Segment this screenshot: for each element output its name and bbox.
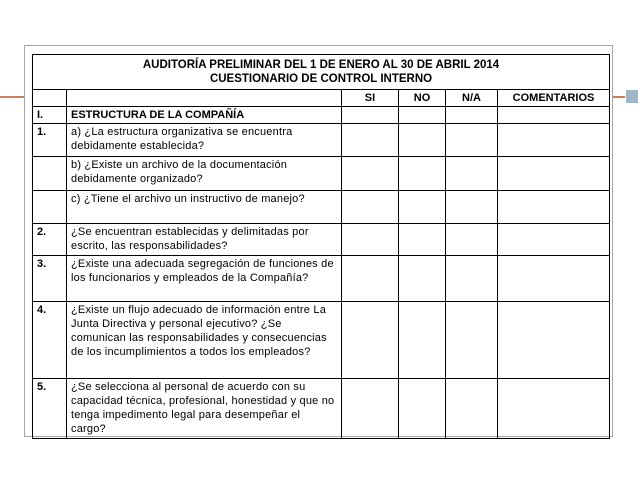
- decorative-accent-line-right: [613, 96, 625, 98]
- answer-cell-si[interactable]: [342, 107, 399, 124]
- answer-cell-na[interactable]: [446, 224, 498, 256]
- question-text: ¿Existe una adecuada segregación de funciones de los funcionarios y empleados de la Compañía?: [67, 256, 342, 302]
- column-header-si: SI: [342, 90, 399, 107]
- answer-cell-si[interactable]: [342, 379, 399, 439]
- question-text: ¿Se encuentran establecidas y delimitadas por escrito, las responsabilidades?: [67, 224, 342, 256]
- answer-cell-na[interactable]: [446, 124, 498, 157]
- column-header-no: NO: [399, 90, 446, 107]
- question-number: 2.: [33, 224, 67, 256]
- decorative-accent-line-left: [0, 96, 26, 98]
- question-text: c) ¿Tiene el archivo un instructivo de manejo?: [67, 191, 342, 224]
- comment-cell[interactable]: [498, 124, 610, 157]
- answer-cell-no[interactable]: [399, 379, 446, 439]
- answer-cell-no[interactable]: [399, 157, 446, 191]
- section-title: ESTRUCTURA DE LA COMPAÑÍA: [67, 107, 342, 124]
- answer-cell-no[interactable]: [399, 124, 446, 157]
- question-text: a) ¿La estructura organizativa se encuentra debidamente establecida?: [67, 124, 342, 157]
- answer-cell-no[interactable]: [399, 107, 446, 124]
- answer-cell-na[interactable]: [446, 191, 498, 224]
- table-row: [33, 256, 610, 302]
- answer-cell-no[interactable]: [399, 191, 446, 224]
- title-row: [33, 55, 610, 90]
- question-number: 3.: [33, 256, 67, 302]
- answer-cell-no[interactable]: [399, 302, 446, 379]
- answer-cell-na[interactable]: [446, 379, 498, 439]
- table-row: [33, 224, 610, 256]
- table-row: [33, 157, 610, 191]
- comment-cell[interactable]: [498, 157, 610, 191]
- answer-cell-na[interactable]: [446, 302, 498, 379]
- comment-cell[interactable]: [498, 107, 610, 124]
- control-questionnaire-table: [32, 54, 610, 439]
- answer-cell-si[interactable]: [342, 256, 399, 302]
- header-blank-number: [33, 90, 67, 107]
- answer-cell-na[interactable]: [446, 107, 498, 124]
- table-row: [33, 379, 610, 439]
- column-header-row: [33, 90, 610, 107]
- question-number: [33, 191, 67, 224]
- comment-cell[interactable]: [498, 191, 610, 224]
- question-text: b) ¿Existe un archivo de la documentación debidamente organizado?: [67, 157, 342, 191]
- question-number: 4.: [33, 302, 67, 379]
- question-number: 1.: [33, 124, 67, 157]
- answer-cell-si[interactable]: [342, 191, 399, 224]
- question-text: ¿Se selecciona al personal de acuerdo con su capacidad técnica, profesional, honestidad y que no tenga impedimento legal para desempeñar el cargo?: [67, 379, 342, 439]
- column-header-na: N/A: [446, 90, 498, 107]
- answer-cell-si[interactable]: [342, 157, 399, 191]
- section-row: [33, 107, 610, 124]
- question-text: ¿Existe un flujo adecuado de información entre La Junta Directiva y personal ejecutivo? ¿Se comunican las responsabilidades y consecuencias de los incumplimientos a todos los empleados?: [67, 302, 342, 379]
- comment-cell[interactable]: [498, 224, 610, 256]
- title-line-2: CUESTIONARIO DE CONTROL INTERNO: [209, 73, 433, 85]
- table-row: [33, 124, 610, 157]
- table-row: [33, 191, 610, 224]
- answer-cell-na[interactable]: [446, 157, 498, 191]
- comment-cell[interactable]: [498, 256, 610, 302]
- answer-cell-si[interactable]: [342, 124, 399, 157]
- comment-cell[interactable]: [498, 379, 610, 439]
- answer-cell-si[interactable]: [342, 224, 399, 256]
- column-header-comentarios: COMENTARIOS: [498, 90, 610, 107]
- answer-cell-si[interactable]: [342, 302, 399, 379]
- question-number: [33, 157, 67, 191]
- decorative-accent-square: [626, 90, 638, 103]
- answer-cell-no[interactable]: [399, 224, 446, 256]
- table-title: [33, 55, 610, 90]
- title-line-1: AUDITORÍA PRELIMINAR DEL 1 DE ENERO AL 30 DE ABRIL 2014: [142, 59, 500, 71]
- question-number: 5.: [33, 379, 67, 439]
- answer-cell-na[interactable]: [446, 256, 498, 302]
- header-blank-question: [67, 90, 342, 107]
- comment-cell[interactable]: [498, 302, 610, 379]
- answer-cell-no[interactable]: [399, 256, 446, 302]
- section-number: I.: [33, 107, 67, 124]
- table-row: [33, 302, 610, 379]
